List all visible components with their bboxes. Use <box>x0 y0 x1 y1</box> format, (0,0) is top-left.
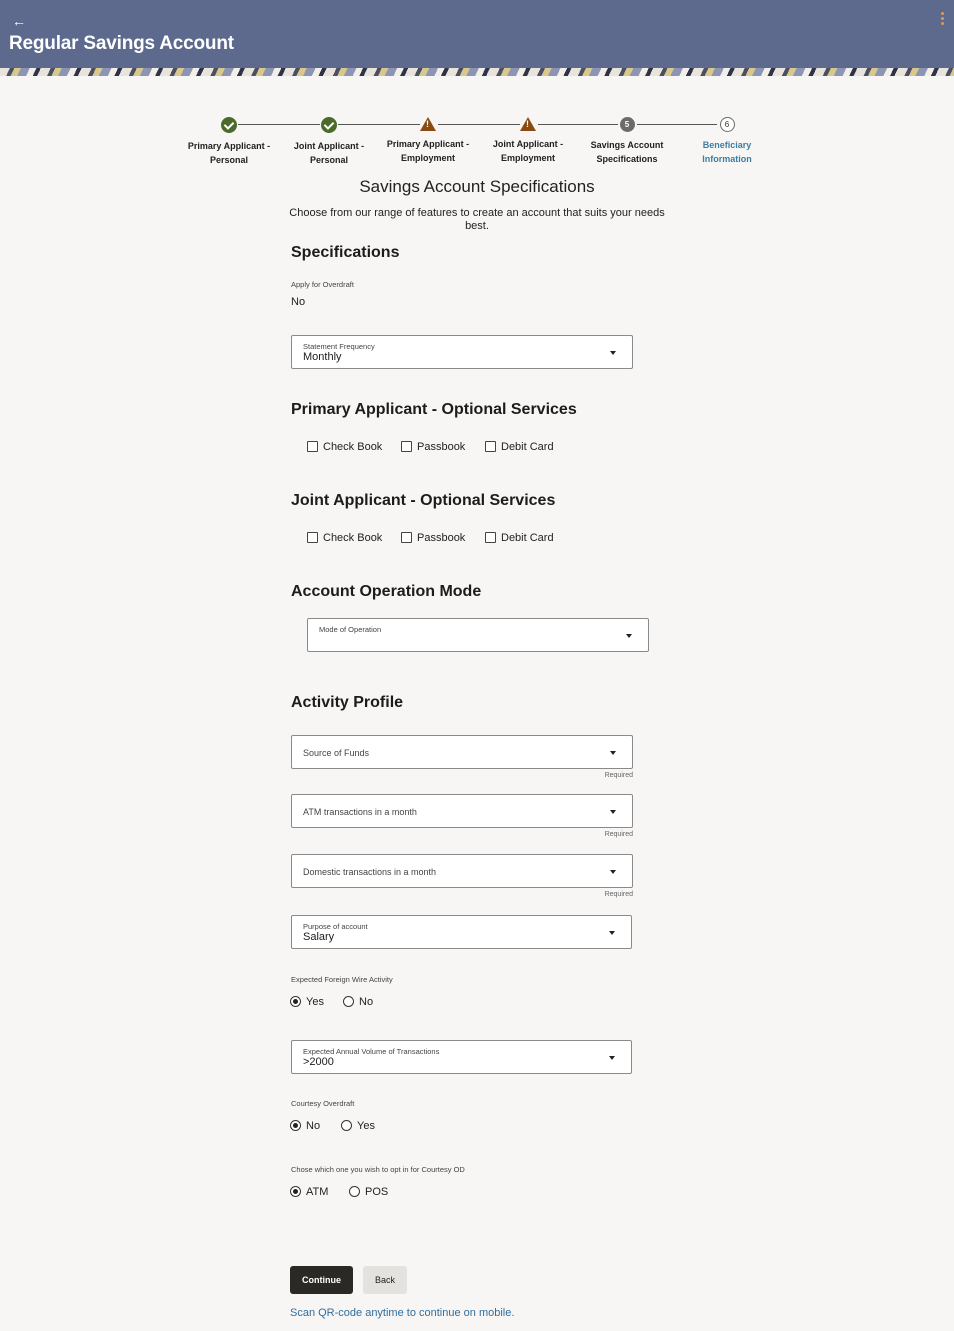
courtesy-od-label: Chose which one you wish to opt in for Courtesy OD <box>291 1165 465 1174</box>
checkbox-icon <box>401 441 412 452</box>
field-label: Mode of Operation <box>319 625 382 634</box>
check-circle-icon <box>221 117 237 133</box>
step-primary-employment[interactable] <box>378 116 478 165</box>
caret-down-icon <box>609 1056 615 1060</box>
step-label: Joint Applicant - <box>293 141 365 151</box>
field-placeholder: Source of Funds <box>303 748 370 758</box>
required-hint: Required <box>604 831 633 838</box>
page-subtitle: Choose from our range of features to create an account that suits your needs best. <box>289 207 665 232</box>
step-primary-personal[interactable] <box>179 116 279 167</box>
activity-profile-heading: Activity Profile <box>291 694 404 711</box>
arrow-left-icon[interactable]: ← <box>12 13 26 29</box>
radio-selected-icon <box>290 996 301 1007</box>
step-joint-personal[interactable] <box>279 116 379 167</box>
field-label: Statement Frequency <box>303 342 375 351</box>
scan-qr-link[interactable]: Scan QR-code anytime to continue on mobile. <box>290 1307 515 1319</box>
radio-icon <box>343 996 354 1007</box>
domestic-transactions-select[interactable] <box>291 854 633 888</box>
step-label: Beneficiary <box>702 140 752 150</box>
statement-frequency-select[interactable] <box>291 335 633 369</box>
field-value: Salary <box>303 931 335 943</box>
checkbox-icon <box>401 532 412 543</box>
checkbox-label: Check Book <box>323 441 383 453</box>
mode-of-operation-select[interactable] <box>307 618 649 652</box>
app-header <box>0 0 954 76</box>
caret-down-icon <box>626 634 632 638</box>
warning-triangle-icon <box>520 117 536 131</box>
field-label: Expected Annual Volume of Transactions <box>303 1047 440 1056</box>
step-label: Employment <box>500 153 555 163</box>
field-placeholder: ATM transactions in a month <box>303 807 417 817</box>
page-header-title: Regular Savings Account <box>9 33 234 54</box>
atm-transactions-select[interactable] <box>291 794 633 828</box>
continue-button[interactable]: Continue <box>290 1266 353 1294</box>
step-number-icon: 6 <box>720 117 735 132</box>
field-value: Monthly <box>303 351 342 363</box>
step-label: Primary Applicant - <box>187 141 271 151</box>
checkbox-label: Check Book <box>323 532 383 544</box>
step-label: Savings Account <box>590 140 664 150</box>
step-label: Information <box>702 154 752 164</box>
radio-selected-icon <box>290 1186 301 1197</box>
caret-down-icon <box>610 351 616 355</box>
step-joint-employment[interactable] <box>478 116 578 165</box>
field-label: Purpose of account <box>303 922 368 931</box>
radio-label: Yes <box>357 1120 375 1132</box>
step-label: Personal <box>209 155 249 165</box>
operation-mode-heading: Account Operation Mode <box>291 583 482 600</box>
step-label: Primary Applicant - <box>386 139 470 149</box>
step-label: Specifications <box>596 154 658 164</box>
checkbox-icon <box>485 532 496 543</box>
required-hint: Required <box>604 772 633 779</box>
caret-down-icon <box>610 810 616 814</box>
checkbox-icon <box>307 441 318 452</box>
checkbox-label: Debit Card <box>501 532 554 544</box>
step-label: Joint Applicant - <box>492 139 564 149</box>
back-button[interactable]: Back <box>363 1266 407 1294</box>
caret-down-icon <box>609 931 615 935</box>
foreign-wire-label: Expected Foreign Wire Activity <box>291 975 393 984</box>
step-label: Employment <box>400 153 455 163</box>
required-hint: Required <box>604 891 633 898</box>
overdraft-label: Apply for Overdraft <box>291 280 354 289</box>
courtesy-overdraft-label: Courtesy Overdraft <box>291 1099 355 1108</box>
caret-down-icon <box>610 870 616 874</box>
kebab-menu-icon[interactable] <box>938 12 946 26</box>
field-value: >2000 <box>303 1056 334 1068</box>
decorative-banner <box>0 68 954 76</box>
checkbox-label: Debit Card <box>501 441 554 453</box>
checkbox-label: Passbook <box>417 441 466 453</box>
progress-stepper <box>0 116 954 176</box>
radio-icon <box>349 1186 360 1197</box>
radio-label: POS <box>365 1186 389 1198</box>
specifications-heading: Specifications <box>291 244 400 261</box>
radio-label: Yes <box>306 996 324 1008</box>
purpose-of-account-select[interactable] <box>291 915 632 949</box>
caret-down-icon <box>610 751 616 755</box>
page-title: Savings Account Specifications <box>359 177 595 196</box>
checkbox-label: Passbook <box>417 532 466 544</box>
joint-services-heading: Joint Applicant - Optional Services <box>291 492 556 509</box>
step-beneficiary-information[interactable] <box>677 116 777 166</box>
radio-label: ATM <box>306 1186 329 1198</box>
annual-volume-select[interactable] <box>291 1040 632 1074</box>
primary-services-heading: Primary Applicant - Optional Services <box>291 401 577 418</box>
step-label: Personal <box>309 155 349 165</box>
radio-selected-icon <box>290 1120 301 1131</box>
radio-label: No <box>359 996 374 1008</box>
field-placeholder: Domestic transactions in a month <box>303 867 437 877</box>
radio-icon <box>341 1120 352 1131</box>
source-of-funds-select[interactable] <box>291 735 633 769</box>
step-savings-specifications[interactable] <box>577 116 677 166</box>
radio-label: No <box>306 1120 321 1132</box>
step-number-icon: 5 <box>620 117 635 132</box>
warning-triangle-icon <box>420 117 436 131</box>
check-circle-icon <box>321 117 337 133</box>
overdraft-value: No <box>291 296 306 308</box>
checkbox-icon <box>307 532 318 543</box>
checkbox-icon <box>485 441 496 452</box>
